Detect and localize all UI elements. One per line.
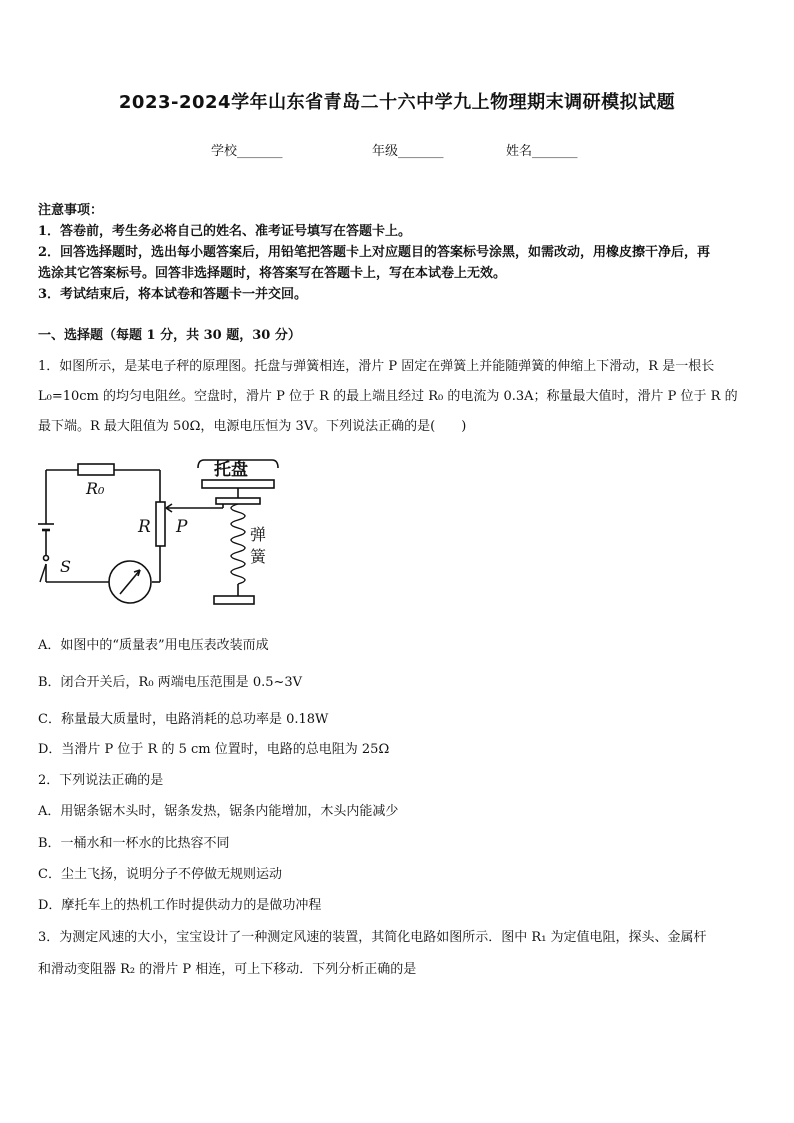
grade-field: 年级_______ bbox=[372, 144, 444, 159]
q2-option-c: C．尘土飞扬，说明分子不停做无规则运动 bbox=[38, 867, 282, 882]
notice-line-2: 2．回答选择题时，选出每小题答案后，用铅笔把答题卡上对应题目的答案标号涂黑，如需改动，用橡皮擦干净后，再 bbox=[38, 245, 711, 260]
s-label: S bbox=[60, 557, 71, 576]
circuit-diagram bbox=[38, 458, 288, 613]
r0-label: R₀ bbox=[86, 479, 105, 498]
notice-line-3: 3．考试结束后，将本试卷和答题卡一并交回。 bbox=[38, 287, 308, 302]
school-field: 学校_______ bbox=[211, 144, 283, 159]
tray-label: 托盘 bbox=[214, 460, 248, 480]
q1-line-1: 1．如图所示，是某电子秤的原理图。托盘与弹簧相连，滑片 P 固定在弹簧上并能随弹簧的伸缩上下滑动，R 是一根长 bbox=[38, 359, 715, 374]
q1-option-a: A．如图中的“质量表”用电压表改装而成 bbox=[38, 638, 269, 653]
q3-line-1: 3．为测定风速的大小，宝宝设计了一种测定风速的装置，其简化电路如图所示．图中 R₁ 为定值电阻，探头、金属杆 bbox=[38, 930, 707, 945]
q1-line-3: 最下端。R 最大阻值为 50Ω，电源电压恒为 3V。下列说法正确的是( ) bbox=[38, 419, 467, 434]
q3-line-2: 和滑动变阻器 R₂ 的滑片 P 相连，可上下移动．下列分析正确的是 bbox=[38, 962, 417, 977]
q1-line-2: L₀=10cm 的均匀电阻丝。空盘时，滑片 P 位于 R 的最上端且经过 R₀ 的电流为 0.3A；称量最大值时，滑片 P 位于 R 的 bbox=[38, 389, 738, 404]
q2-option-a: A．用锯条锯木头时，锯条发热，锯条内能增加，木头内能减少 bbox=[38, 804, 399, 819]
notice-heading: 注意事项： bbox=[38, 203, 104, 218]
q2-option-b: B．一桶水和一杯水的比热容不同 bbox=[38, 836, 230, 851]
spring-label-1: 弹 bbox=[250, 525, 267, 544]
q2-stem: 2．下列说法正确的是 bbox=[38, 773, 164, 788]
p-label: P bbox=[176, 517, 188, 537]
notice-line-1: 1．答卷前，考生务必将自己的姓名、准考证号填写在答题卡上。 bbox=[38, 224, 412, 239]
notice-line-2-cont: 选涂其它答案标号。回答非选择题时，将答案写在答题卡上，写在本试卷上无效。 bbox=[38, 266, 507, 281]
q1-option-d: D．当滑片 P 位于 R 的 5 cm 位置时，电路的总电阻为 25Ω bbox=[38, 742, 390, 757]
page-title: 2023-2024学年山东省青岛二十六中学九上物理期末调研模拟试题 bbox=[118, 92, 676, 113]
name-field: 姓名_______ bbox=[506, 144, 578, 159]
spring-label-2: 簧 bbox=[250, 547, 267, 566]
r-label: R bbox=[138, 517, 151, 537]
section-heading: 一、选择题（每题 1 分，共 30 题，30 分） bbox=[38, 328, 301, 343]
q1-option-c: C．称量最大质量时，电路消耗的总功率是 0.18W bbox=[38, 712, 329, 727]
q2-option-d: D．摩托车上的热机工作时提供动力的是做功冲程 bbox=[38, 898, 322, 913]
q1-option-b: B．闭合开关后，R₀ 两端电压范围是 0.5~3V bbox=[38, 675, 303, 690]
